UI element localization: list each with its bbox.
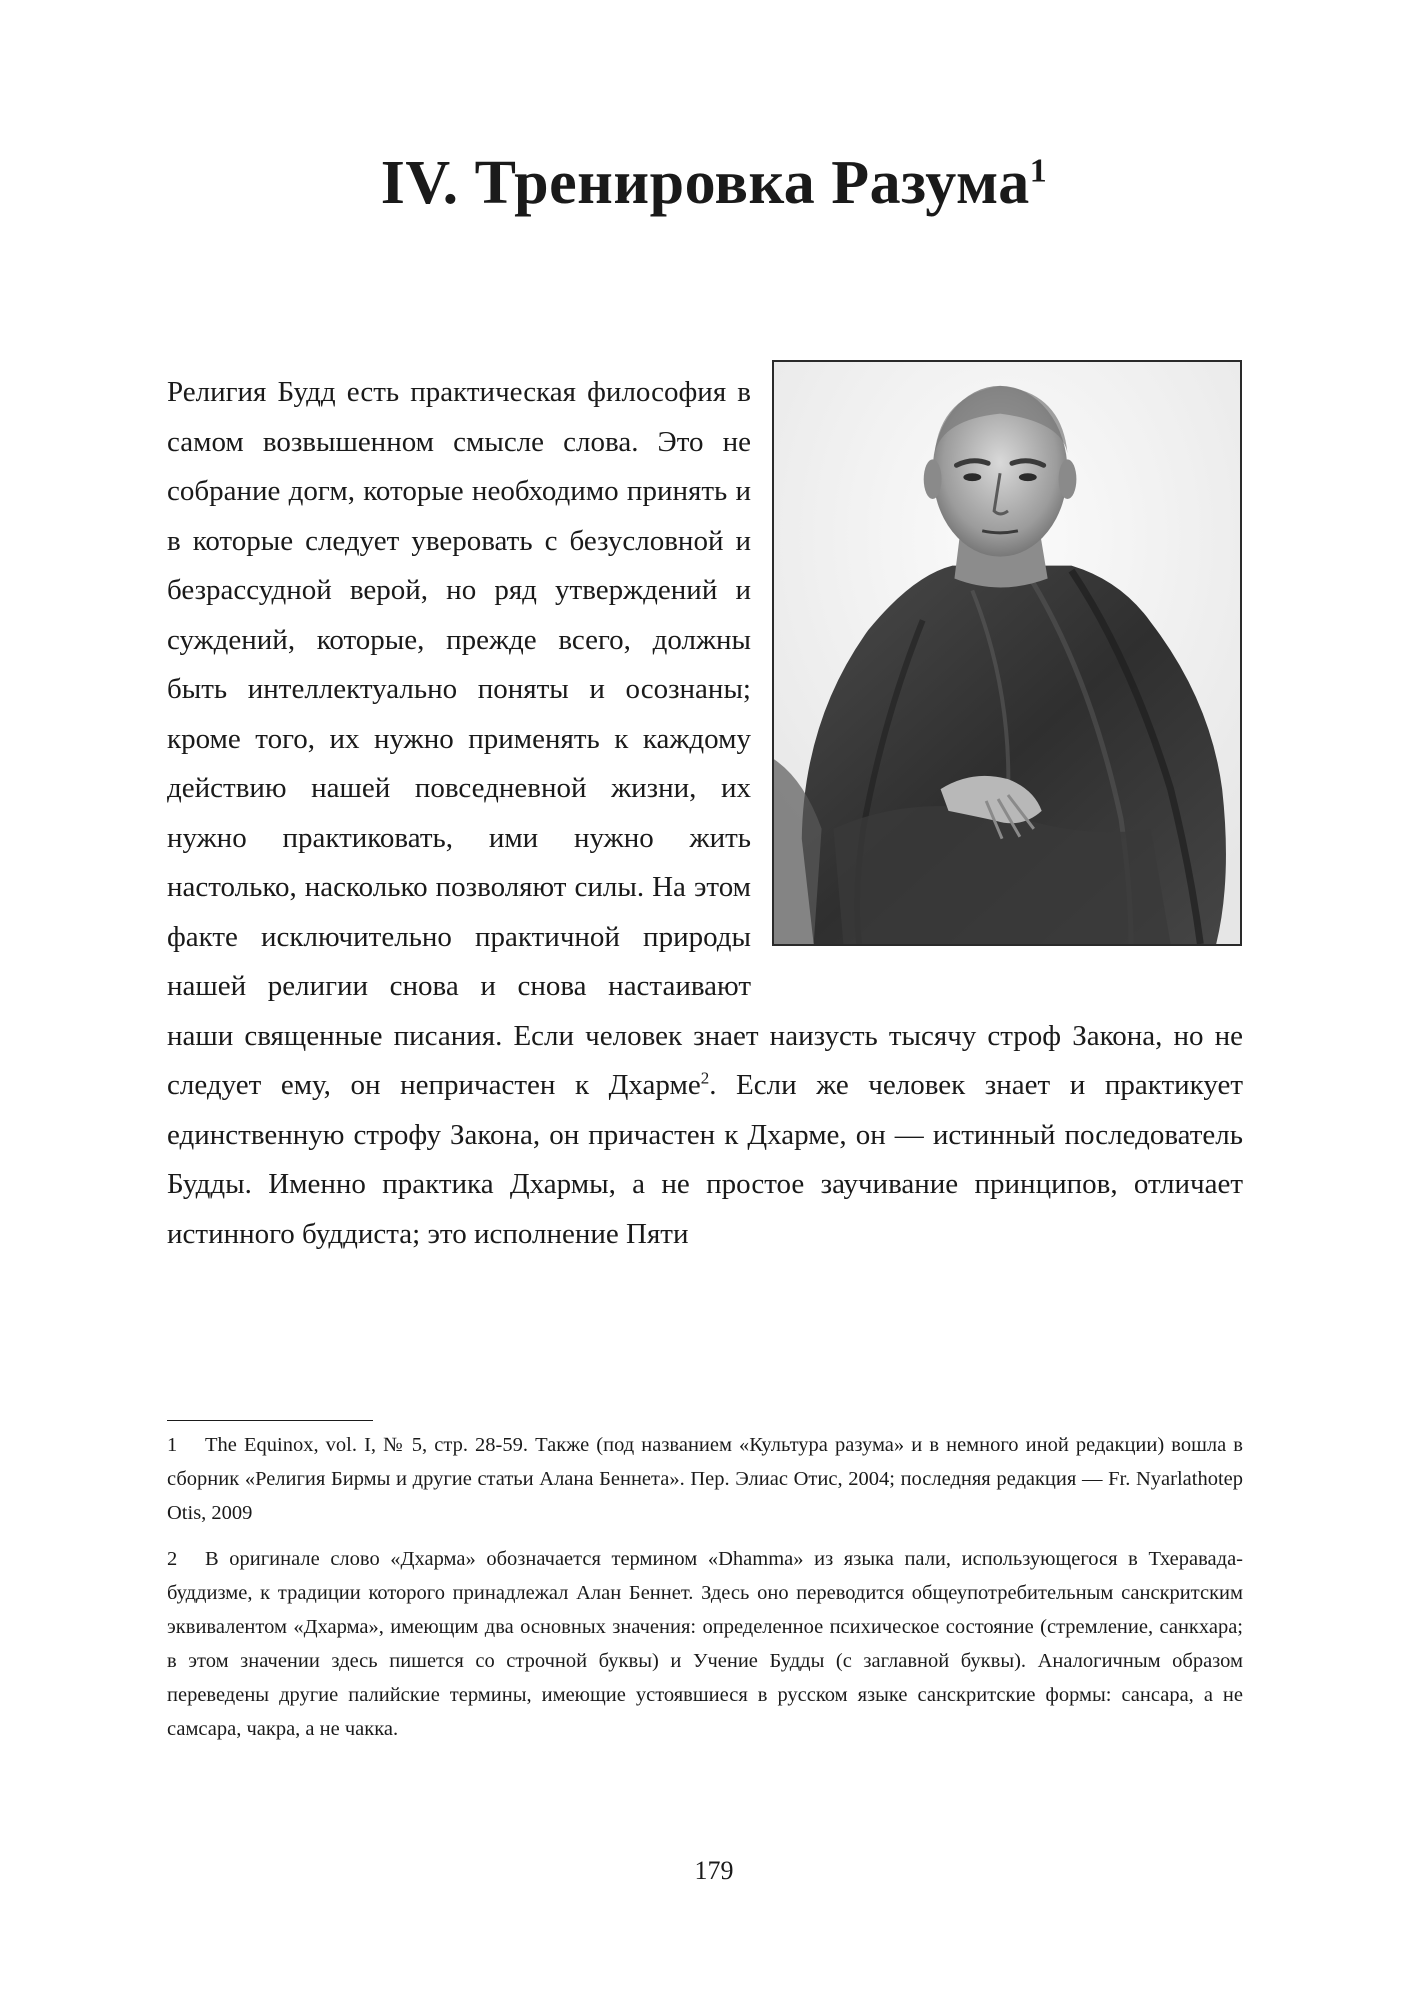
title-footnote-marker: 1 <box>1029 152 1048 190</box>
page-number: 179 <box>694 1856 734 1885</box>
footnote-divider <box>167 1420 373 1421</box>
footnote-2-number: 2 <box>167 1548 178 1570</box>
chapter-title <box>0 148 1428 219</box>
footnote-1 <box>167 1428 1243 1530</box>
body-footnote-marker: 2 <box>700 1068 710 1088</box>
body-text-part-1: Религия Будд есть практическая философия в самом возвышенном смысле слова. Это не собрание догм, которые необходимо принять и в которые следует уверовать с безусловной и безрассудной верой, но ряд утверждений и суждений, которые, прежде всего, должны быть интеллектуально поняты и осознаны; кроме того, их нужно применять к каждому действию нашей повседневной жизни, их нужно практиковать, ими нужно жить настолько, насколько позволяют силы. На этом факте исключительно практичной природы нашей религии снова и снова настаивают наши священные писания. Если человек знает наизусть тысячу строф Закона, но не следует ему, он непричастен к Дхарме <box>167 376 1243 1101</box>
footnote-1-text: The Equinox, vol. I, № 5, стр. 28-59. Также (под названием «Культура разума» и в немного иной редакции) вошла в сборник «Религия Бирмы и другие статьи Алана Беннета». Пер. Элиас Отис, 2004; последняя редакция — Fr. Nyarlathotep Otis, 2009 <box>167 1434 1243 1524</box>
footnote-2-text: В оригинале слово «Дхарма» обозначается термином «Dhamma» из языка пали, использующегося в Тхеравада-буддизме, к традиции которого принадлежал Алан Беннет. Здесь оно переводится общеупотребительным санскритским эквивалентом «Дхарма», имеющим два основных значения: определенное психическое состояние (стремление, санкхара; в этом значении здесь пишется со строчной буквы) и Учение Будды (с заглавной буквы). Аналогичным образом переведены другие палийские термины, имеющие устоявшиеся в русском языке санскритские формы: сансара, а не самсара, чакра, а не чакка. <box>167 1548 1243 1740</box>
image-wrap-spacer <box>751 368 1243 990</box>
body-text-part-2: . Если же человек знает и практикует единственную строфу Закона, он причастен к Дхарме, он — истинный последователь Будды. Именно практика Дхармы, а не простое заучивание принципов, отличает истинного буддиста; это исполнение Пяти <box>167 1069 1244 1250</box>
footnote-1-number: 1 <box>167 1434 178 1456</box>
body-paragraph <box>167 368 1243 1259</box>
footnote-2 <box>167 1542 1243 1746</box>
chapter-title-text: IV. Тренировка Разума <box>380 149 1030 217</box>
